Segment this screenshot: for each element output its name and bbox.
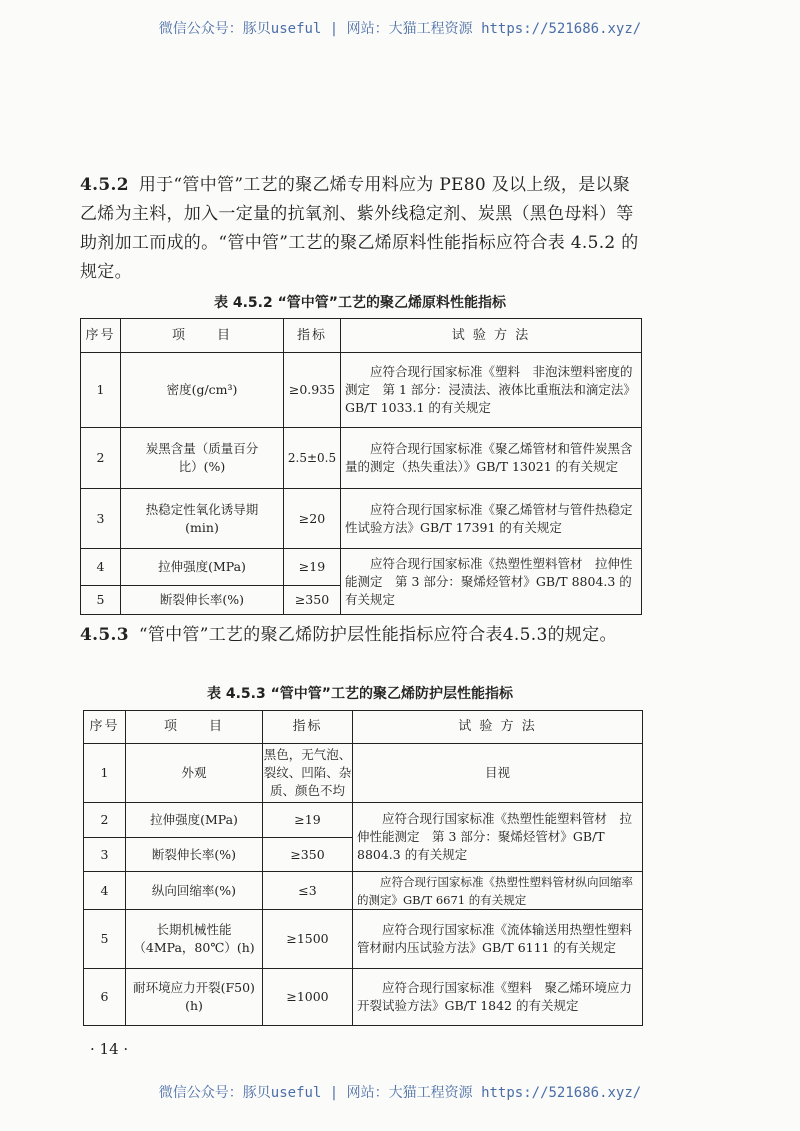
clause-number: 4.5.2 xyxy=(80,175,129,195)
row-value: ≥19 xyxy=(263,803,353,838)
table-4-5-3 xyxy=(83,710,643,1026)
row-value: ≥19 xyxy=(284,549,341,586)
table-4-5-2-title: 表 4.5.2 “管中管”工艺的聚乙烯原料性能指标 xyxy=(213,295,506,311)
row-value: ≥0.935 xyxy=(284,353,341,428)
row-no: 6 xyxy=(84,969,126,1026)
watermark-top: 微信公众号：豚贝useful | 网站：大猫工程资源 https://521686.xyz/ xyxy=(158,21,642,37)
row-value: ≥350 xyxy=(284,586,341,615)
table-row xyxy=(84,910,643,969)
header-item: 项 目 xyxy=(121,319,284,353)
table-row xyxy=(84,969,643,1026)
table-row xyxy=(81,549,642,586)
row-no: 2 xyxy=(84,803,126,838)
row-method: 应符合现行国家标准《热塑性能塑料管材 拉伸性能测定 第 3 部分：聚烯烃管材》GB/T 8804.3 的有关规定 xyxy=(353,803,643,872)
row-method: 应符合现行国家标准《聚乙烯管材与管件热稳定性试验方法》GB/T 17391 的有关规定 xyxy=(341,489,642,549)
row-no: 2 xyxy=(81,428,121,489)
row-no: 5 xyxy=(81,586,121,615)
table-4-5-3-title: 表 4.5.3 “管中管”工艺的聚乙烯防护层性能指标 xyxy=(206,686,513,702)
row-value: ≤3 xyxy=(263,872,353,910)
header-no: 序号 xyxy=(84,711,126,744)
header-method: 试 验 方 法 xyxy=(341,319,642,353)
row-method: 目视 xyxy=(353,744,643,803)
row-item: 炭黑含量（质量百分比）(%) xyxy=(121,428,284,489)
row-no: 4 xyxy=(84,872,126,910)
row-item: 拉伸强度(MPa) xyxy=(121,549,284,586)
row-item: 热稳定性氧化诱导期(min) xyxy=(121,489,284,549)
row-no: 1 xyxy=(81,353,121,428)
row-item: 外观 xyxy=(126,744,263,803)
row-item: 断裂伸长率(%) xyxy=(126,838,263,872)
row-item: 密度(g/cm³) xyxy=(121,353,284,428)
row-method: 应符合现行国家标准《流体输送用热塑性塑料管材耐内压试验方法》GB/T 6111 的有关规定 xyxy=(353,910,643,969)
row-no: 4 xyxy=(81,549,121,586)
row-value: ≥350 xyxy=(263,838,353,872)
clause-number: 4.5.3 xyxy=(80,625,129,645)
row-value: ≥1500 xyxy=(263,910,353,969)
row-value: ≥1000 xyxy=(263,969,353,1026)
row-value: 黑色，无气泡、裂纹、凹陷、杂质、颜色不均 xyxy=(263,744,353,803)
table-row xyxy=(84,803,643,838)
header-no: 序号 xyxy=(81,319,121,353)
row-method: 应符合现行国家标准《塑料 非泡沫塑料密度的测定 第 1 部分：浸渍法、液体比重瓶法和滴定法》GB/T 1033.1 的有关规定 xyxy=(341,353,642,428)
watermark-bottom: 微信公众号：豚贝useful | 网站：大猫工程资源 https://521686.xyz/ xyxy=(158,1085,642,1101)
row-item: 长期机械性能（4MPa，80℃）(h) xyxy=(126,910,263,969)
clause-4-5-3 xyxy=(80,621,645,650)
header-value: 指标 xyxy=(284,319,341,353)
row-item: 耐环境应力开裂(F50)(h) xyxy=(126,969,263,1026)
clause-4-5-2 xyxy=(80,171,645,287)
header-value: 指标 xyxy=(263,711,353,744)
row-method: 应符合现行国家标准《塑料 聚乙烯环境应力开裂试验方法》GB/T 1842 的有关规定 xyxy=(353,969,643,1026)
header-method: 试 验 方 法 xyxy=(353,711,643,744)
table-row xyxy=(81,489,642,549)
row-method: 应符合现行国家标准《聚乙烯管材和管件炭黑含量的测定（热失重法）》GB/T 13021 的有关规定 xyxy=(341,428,642,489)
row-value: 2.5±0.5 xyxy=(284,428,341,489)
header-item: 项 目 xyxy=(126,711,263,744)
row-item: 断裂伸长率(%) xyxy=(121,586,284,615)
row-no: 3 xyxy=(81,489,121,549)
row-no: 3 xyxy=(84,838,126,872)
table-row xyxy=(81,353,642,428)
row-no: 5 xyxy=(84,910,126,969)
table-row xyxy=(84,872,643,910)
row-item: 拉伸强度(MPa) xyxy=(126,803,263,838)
clause-text: 用于“管中管”工艺的聚乙烯专用料应为 PE80 及以上级，是以聚乙烯为主料，加入一定量的抗氧剂、紫外线稳定剂、炭黑（黑色母料）等助剂加工而成的。“管中管”工艺的聚乙烯原料性能指标应符合表 4.5.2 的规定。 xyxy=(80,175,639,282)
table-row xyxy=(81,428,642,489)
row-method: 应符合现行国家标准《热塑性塑料管材 拉伸性能测定 第 3 部分：聚烯烃管材》GB/T 8804.3 的有关规定 xyxy=(341,549,642,615)
page-number: · 14 · xyxy=(90,1040,129,1058)
row-method: 应符合现行国家标准《热塑性塑料管材纵向回缩率的测定》GB/T 6671 的有关规定 xyxy=(353,872,643,910)
table-4-5-2 xyxy=(80,318,642,615)
clause-text: “管中管”工艺的聚乙烯防护层性能指标应符合表4.5.3的规定。 xyxy=(138,625,617,645)
row-item: 纵向回缩率(%) xyxy=(126,872,263,910)
row-no: 1 xyxy=(84,744,126,803)
table-row xyxy=(84,744,643,803)
row-value: ≥20 xyxy=(284,489,341,549)
